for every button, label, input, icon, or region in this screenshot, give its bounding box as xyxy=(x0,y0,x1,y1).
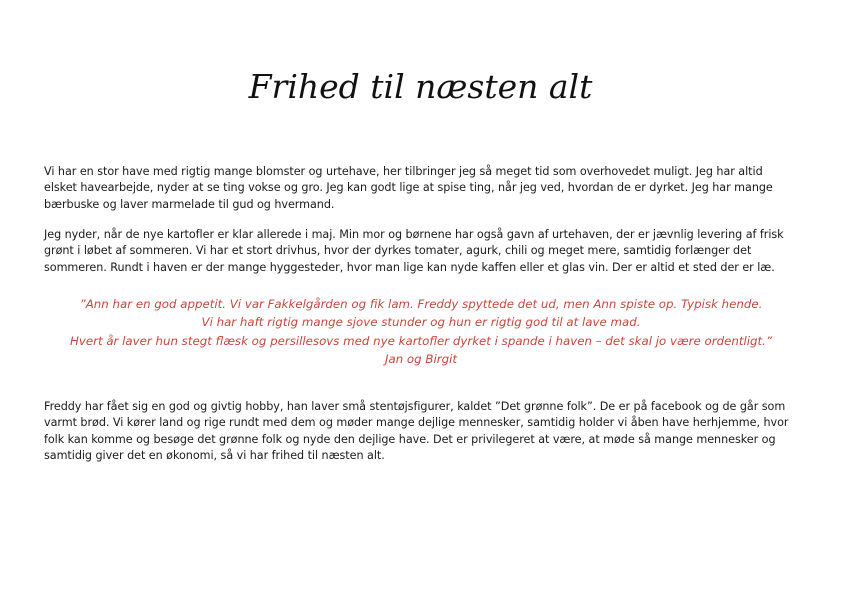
testimonial-quote xyxy=(44,295,798,369)
quote-line: Vi har haft rigtig mange sjove stunder og hun er rigtig god til at lave mad. xyxy=(201,315,641,330)
quote-line: Hvert år laver hun stegt flæsk og persillesovs med nye kartofler dyrket i spande i haven – det skal jo være ordentligt.” xyxy=(69,333,772,348)
paragraph-potatoes: Jeg nyder, når de nye kartofler er klar allerede i maj. Min mor og børnene har også gavn af urtehaven, der er jævnlig levering af frisk grønt i løbet af sommeren. Vi har et stort drivhus, hvor der dyrkes tomater, agurk, chili og meget mere, samtidig forlænger det sommeren. Rundt i haven er der mange hyggesteder, hvor man lige kan nyde kaffen eller et glas vin. Der er altid et sted der er læ. xyxy=(44,228,784,274)
quote-line: ”Ann har en god appetit. Vi var Fakkelgården og fik lam. Freddy spyttede det ud, men Ann spiste op. Typisk hende. xyxy=(79,297,763,311)
page-title: Frihed til næsten alt xyxy=(248,67,593,106)
paragraph-garden: Vi har en stor have med rigtig mange blomster og urtehave, her tilbringer jeg så meget tid som overhovedet muligt. Jeg har altid elsket havearbejde, nyder at se ting vokse og gro. Jeg kan godt lige at spise ting, når jeg ved, hvordan de er dyrket. Jeg har mange bærbuske og laver marmelade til gud og hvermand. xyxy=(44,165,773,211)
paragraph-hobby: Freddy har fået sig en god og givtig hobby, han laver små stentøjsfigurer, kaldet ”Det grønne folk”. De er på facebook og de går som varmt brød. Vi kører land og rige rundt med dem og møder mange dejlige mennesker, samtidig holder vi åben have herhjemme, hvor folk kan komme og besøge det grønne folk og nyde den dejlige have. Det er privilegeret at være, at møde så mange mennesker og samtidig giver det en økonomi, så vi har frihed til næsten alt. xyxy=(44,400,789,462)
quote-attribution: Jan og Birgit xyxy=(384,352,457,367)
